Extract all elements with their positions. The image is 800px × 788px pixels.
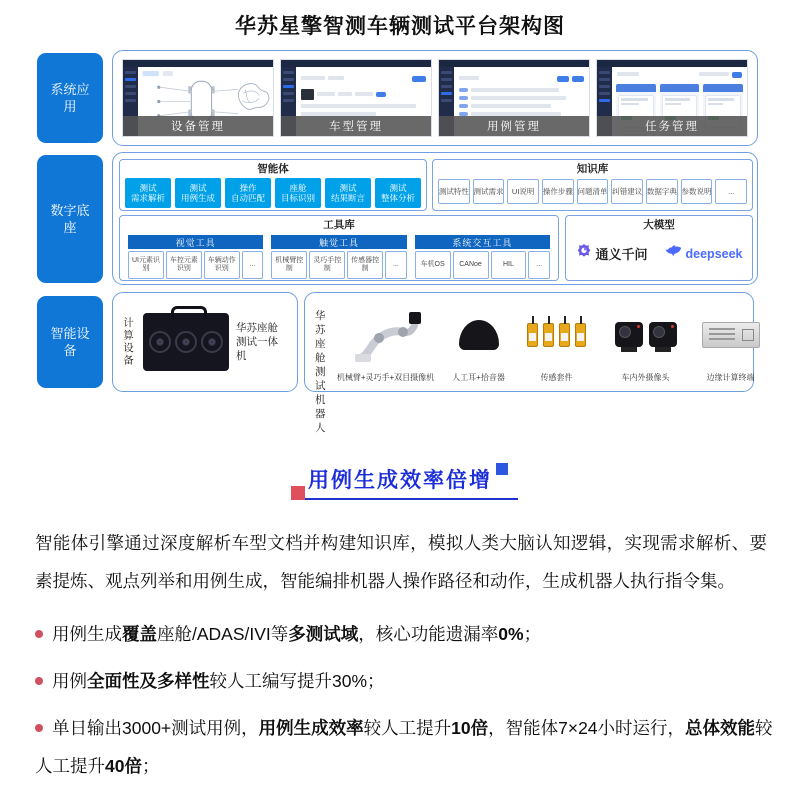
heading-underline bbox=[305, 498, 518, 500]
robot-devices-box bbox=[304, 292, 755, 434]
tool-item-more: ... bbox=[242, 251, 264, 279]
thumb-titlebar bbox=[123, 60, 273, 67]
large-model-section bbox=[565, 215, 753, 281]
agent-item bbox=[375, 178, 421, 208]
tool-groups bbox=[120, 231, 558, 279]
agent-item-line1: 测试 bbox=[189, 182, 207, 193]
qwen-logo bbox=[576, 243, 648, 264]
deepseek-label: deepseek bbox=[685, 246, 743, 261]
tool-item: 车机OS bbox=[415, 251, 451, 279]
figure-caption: 传感套件 bbox=[540, 373, 573, 382]
knowledge-title: 知识库 bbox=[576, 163, 609, 175]
robot-arm-image bbox=[347, 301, 425, 368]
vision-tools-header: 视觉工具 bbox=[128, 235, 263, 249]
intro-paragraph: 智能体引擎通过深度解析车型文档并构建知识库，模拟人类大脑认知逻辑，实现需求解析、要素提炼、观点列举和用例生成，智能编排机器人操作路径和动作，生成机器人执行指令集。 bbox=[35, 533, 767, 591]
model-logos bbox=[566, 243, 752, 264]
knowledge-item: UI说明 bbox=[507, 179, 539, 204]
bullet-item bbox=[35, 615, 775, 653]
screenshot-caption: 车型管理 bbox=[281, 116, 431, 136]
bullet-text: 单日输出3000+测试用例，用例生成效率较人工提升10倍，智能体7×24小时运行，总体效能较人工提升40倍； bbox=[35, 718, 773, 776]
feature-heading-block bbox=[0, 458, 800, 510]
edge-terminal-figure bbox=[696, 301, 766, 383]
bullet-dot-icon bbox=[35, 724, 43, 732]
agent-item-line2: 自动匹配 bbox=[230, 193, 265, 203]
rail-label: 数字底座 bbox=[50, 203, 90, 235]
digital-base-panel bbox=[112, 152, 758, 285]
deepseek-whale-icon bbox=[664, 244, 682, 263]
knowledge-items bbox=[433, 175, 752, 204]
bullet-item bbox=[35, 662, 775, 700]
test-machine-image bbox=[143, 313, 229, 371]
agent-items bbox=[120, 175, 426, 208]
all-in-one-label: 华苏座舱测试一体机 bbox=[236, 322, 278, 362]
figure-caption: 边缘计算终端 bbox=[706, 373, 755, 382]
figure-caption: 人工耳+拾音器 bbox=[452, 373, 505, 382]
agent-item bbox=[325, 178, 371, 208]
tool-library-section bbox=[119, 215, 559, 281]
system-interaction-tools-group bbox=[415, 235, 550, 279]
tool-item: 机械臂控制 bbox=[271, 251, 307, 279]
agent-item bbox=[225, 178, 271, 208]
screenshot-caption: 任务管理 bbox=[597, 116, 747, 136]
agent-item-line1: 操作 bbox=[239, 182, 257, 193]
touch-tools-group bbox=[271, 235, 406, 279]
sensor-kit-image bbox=[527, 301, 586, 368]
rail-smart-devices bbox=[37, 296, 103, 388]
screenshot-strip bbox=[122, 59, 748, 137]
knowledge-item: 数据字典 bbox=[646, 179, 678, 204]
agent-item-line1: 测试 bbox=[139, 182, 157, 193]
knowledge-item: 测试需求 bbox=[473, 179, 505, 204]
agent-item-line1: 座舱 bbox=[289, 182, 307, 193]
touch-tools-header: 触觉工具 bbox=[271, 235, 406, 249]
sensor-kit-figure bbox=[518, 301, 596, 383]
cameras-image bbox=[615, 301, 677, 368]
qwen-icon bbox=[576, 243, 592, 264]
bullet-text: 用例全面性及多样性较人工编写提升30%； bbox=[52, 671, 385, 691]
figure-caption: 机械臂+灵巧手+双目摄像机 bbox=[336, 373, 435, 382]
tool-item-more: ... bbox=[385, 251, 407, 279]
bullet-dot-icon bbox=[35, 677, 43, 685]
knowledge-item: 纠错建议 bbox=[611, 179, 643, 204]
agent-item-line2: 结果断言 bbox=[330, 193, 365, 203]
knowledge-item: 操作步骤 bbox=[542, 179, 574, 204]
thumb-titlebar bbox=[281, 60, 431, 67]
thumb-titlebar bbox=[597, 60, 747, 67]
edge-terminal-image bbox=[702, 301, 760, 368]
tool-item: UI元素识别 bbox=[128, 251, 164, 279]
figure-caption: 车内外摄像头 bbox=[621, 373, 670, 382]
rail-label: 智能设备 bbox=[50, 326, 90, 358]
feature-heading: 用例生成效率倍增 bbox=[308, 469, 492, 492]
agent-item bbox=[125, 178, 171, 208]
agent-item-line2: 需求解析 bbox=[130, 193, 165, 203]
agent-item bbox=[275, 178, 321, 208]
agent-title: 智能体 bbox=[257, 163, 289, 175]
screenshot-caption: 设备管理 bbox=[123, 116, 273, 136]
compute-device-label: 计算设备 bbox=[122, 317, 134, 367]
cameras-figure bbox=[602, 301, 690, 383]
agent-item-line2: 目标识别 bbox=[280, 193, 315, 203]
models-title: 大模型 bbox=[643, 219, 675, 231]
tool-item: 灵巧手控制 bbox=[309, 251, 345, 279]
tool-item-more: ... bbox=[528, 251, 550, 279]
robot-arm-figure bbox=[332, 301, 440, 383]
bullet-item bbox=[35, 709, 775, 785]
agent-item-line1: 测试 bbox=[389, 182, 407, 193]
tool-item: CANoe bbox=[453, 251, 489, 279]
tool-item: 传感器控制 bbox=[347, 251, 383, 279]
bullet-dot-icon bbox=[35, 630, 43, 638]
agent-item bbox=[175, 178, 221, 208]
system-tools-header: 系统交互工具 bbox=[415, 235, 550, 249]
tool-item: 车控元素识别 bbox=[166, 251, 202, 279]
page-title: 华苏星擎智测车辆测试平台架构图 bbox=[235, 15, 565, 38]
compute-device-box bbox=[112, 292, 298, 392]
tool-item: HIL bbox=[491, 251, 527, 279]
agent-item-line2: 整体分析 bbox=[380, 193, 415, 203]
knowledge-item: ... bbox=[715, 179, 747, 204]
qwen-label: 通义千问 bbox=[595, 247, 648, 262]
screenshot-device-management bbox=[122, 59, 274, 137]
tool-item: 车辆动作识别 bbox=[204, 251, 240, 279]
vision-tools-group bbox=[128, 235, 263, 279]
agent-item-line2: 用例生成 bbox=[180, 193, 215, 203]
screenshot-vehicle-model-management bbox=[280, 59, 432, 137]
knowledge-base-section bbox=[432, 159, 753, 211]
system-apps-panel bbox=[112, 50, 758, 146]
artificial-ear-image bbox=[459, 301, 499, 368]
tools-title: 工具库 bbox=[323, 219, 355, 231]
screenshot-test-case-management bbox=[438, 59, 590, 137]
screenshot-task-management bbox=[596, 59, 748, 137]
rail-digital-base bbox=[37, 155, 103, 283]
rail-label: 系统应用 bbox=[50, 82, 90, 114]
agent-item-line1: 测试 bbox=[339, 182, 357, 193]
thumb-titlebar bbox=[439, 60, 589, 67]
artificial-ear-figure bbox=[446, 301, 512, 383]
screenshot-caption: 用例管理 bbox=[439, 116, 589, 136]
rail-system-apps bbox=[37, 53, 103, 143]
knowledge-item: 测试特性 bbox=[438, 179, 470, 204]
deepseek-logo bbox=[664, 244, 743, 263]
agent-section bbox=[119, 159, 427, 211]
knowledge-item: 问题清单 bbox=[577, 179, 609, 204]
robot-box-label: 华苏座舱测试机器人 bbox=[315, 310, 326, 434]
knowledge-item: 参数说明 bbox=[681, 179, 713, 204]
bullet-text: 用例生成覆盖座舱/ADAS/IVI等多测试域，核心功能遗漏率0%； bbox=[52, 624, 542, 644]
